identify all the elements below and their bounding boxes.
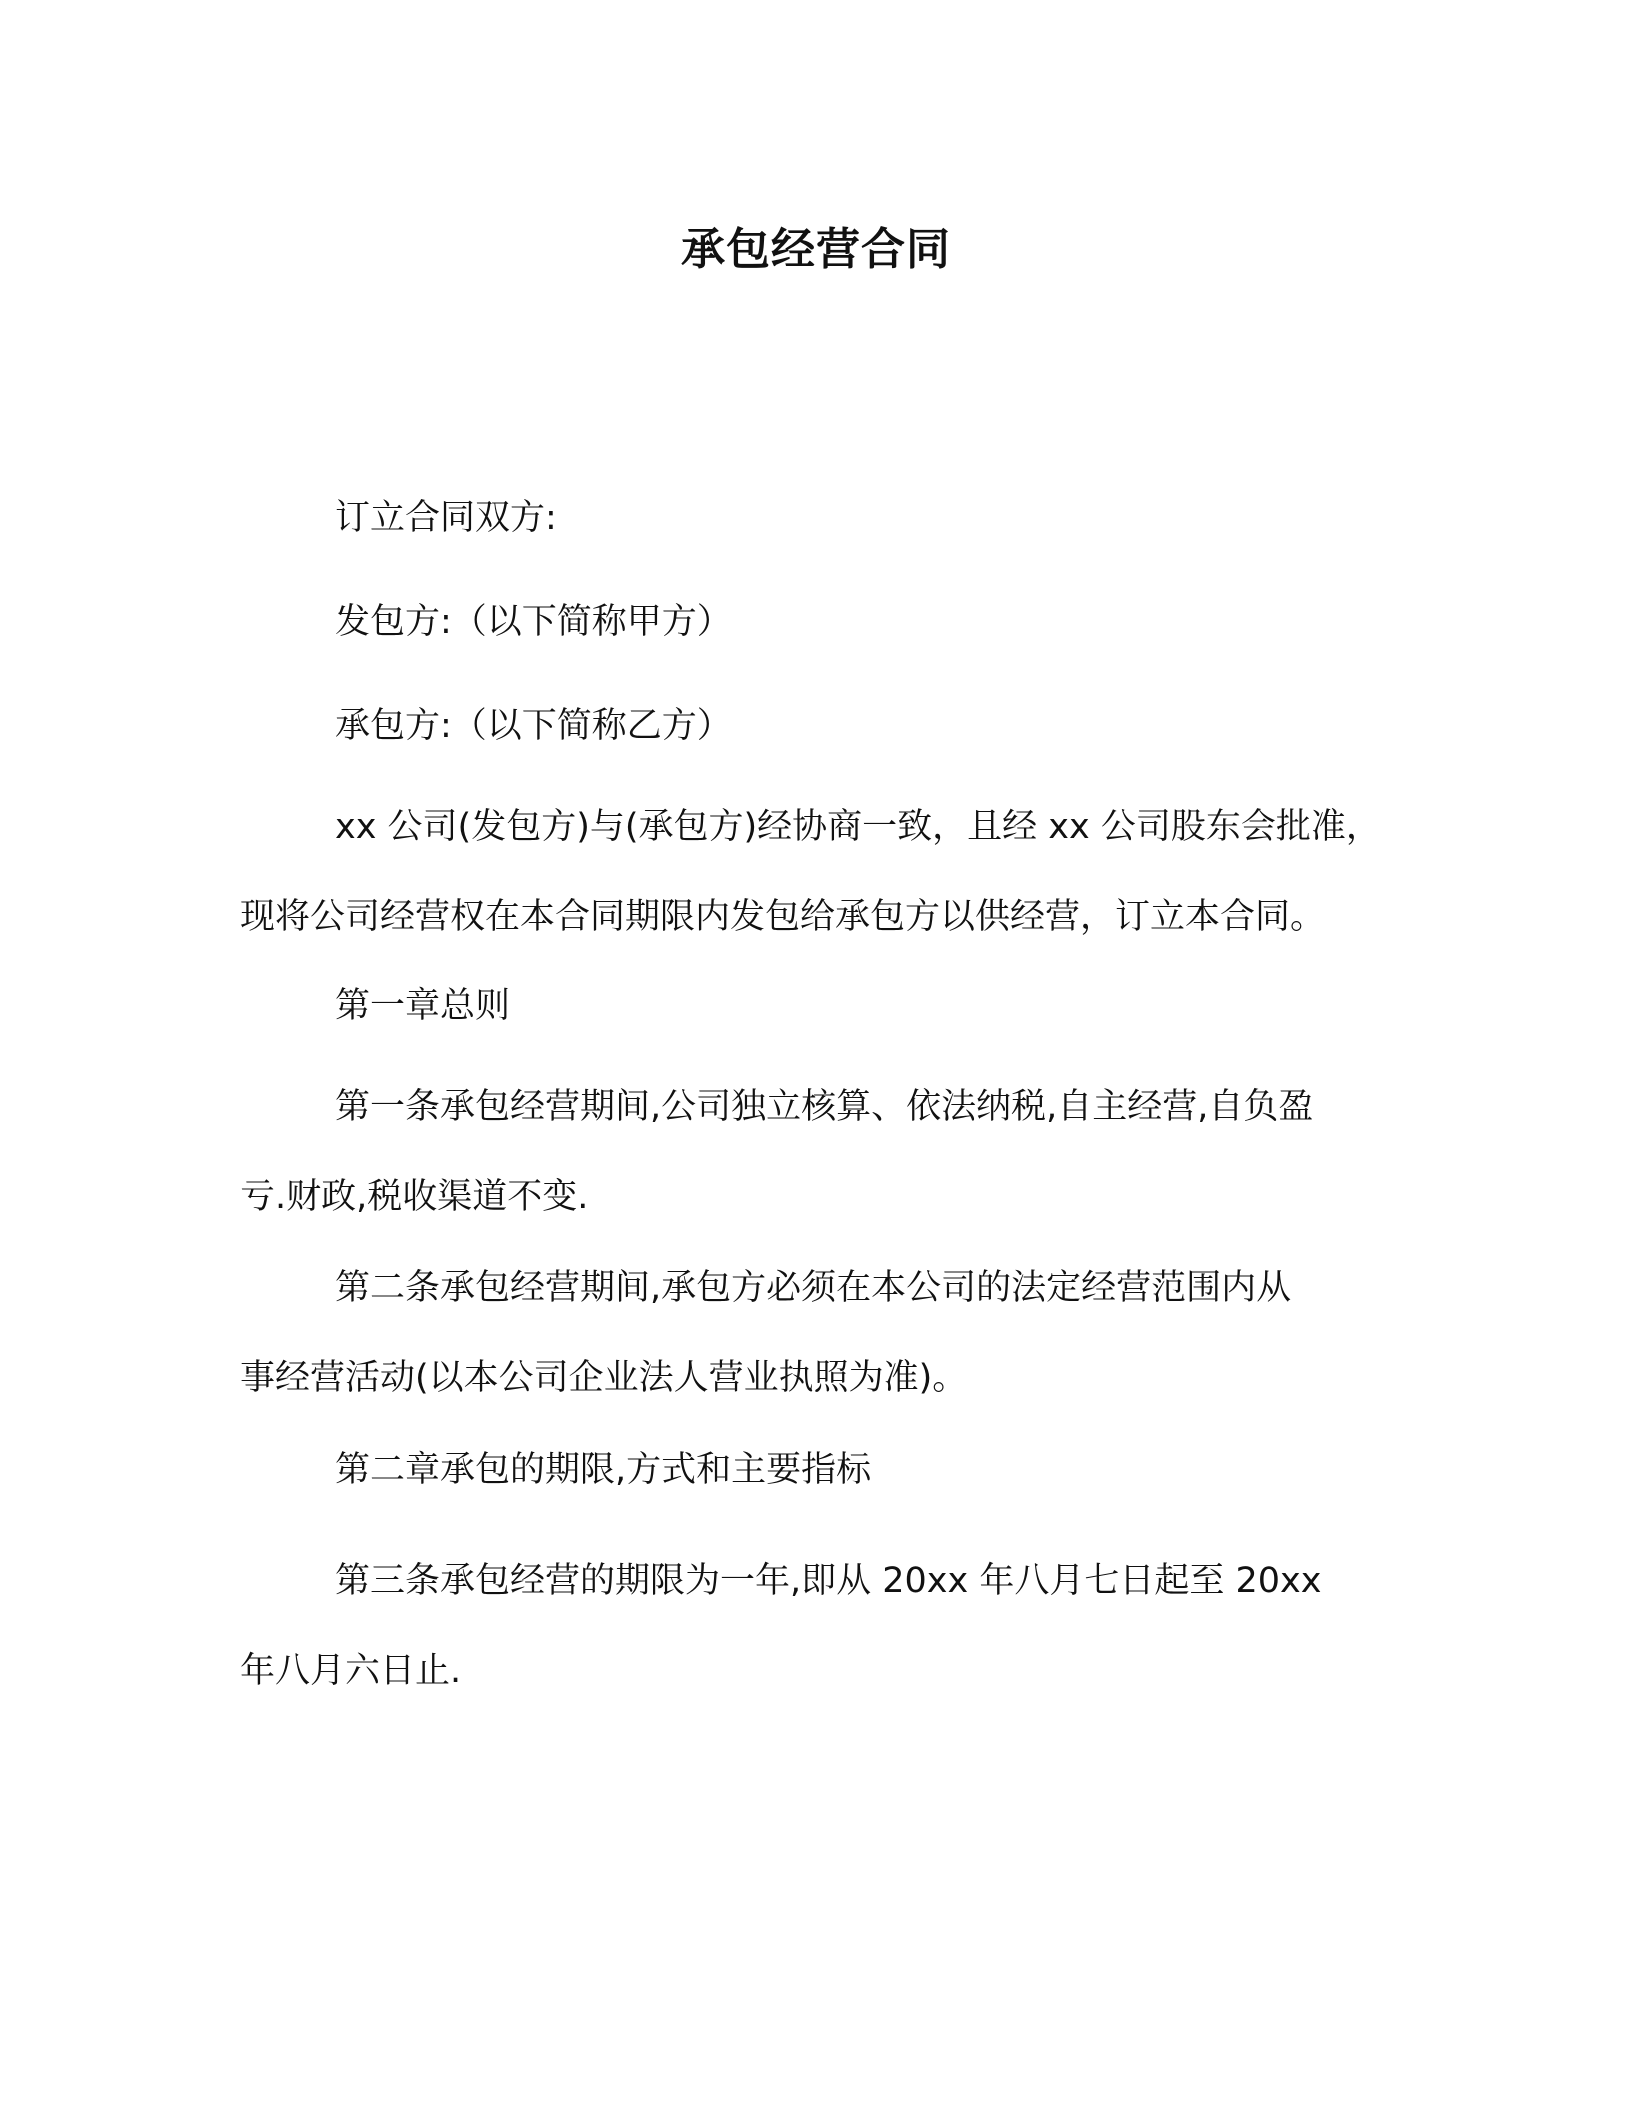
parties-heading: 订立合同双方: <box>335 498 557 538</box>
article-1-paragraph <box>240 1062 1420 1242</box>
chapter-1-heading: 第一章总则 <box>335 986 511 1026</box>
party-a-line: 发包方:（以下简称甲方） <box>335 602 732 642</box>
article-3-line-2: 年八月六日止. <box>240 1651 462 1691</box>
article-1-line-2: 亏.财政,税收渠道不变. <box>240 1177 589 1217</box>
document-title: 承包经营合同 <box>681 224 951 275</box>
article-2-line-2: 事经营活动(以本公司企业法人营业执照为准)。 <box>240 1358 968 1398</box>
article-3-line-1: 第三条承包经营的期限为一年,即从 20xx 年八月七日起至 20xx <box>335 1561 1322 1601</box>
article-2-paragraph <box>240 1243 1420 1423</box>
intro-paragraph <box>240 782 1420 962</box>
intro-line-1: xx 公司(发包方)与(承包方)经协商一致，且经 xx 公司股东会批准， <box>335 807 1381 847</box>
article-3-paragraph <box>240 1536 1420 1716</box>
intro-line-2: 现将公司经营权在本合同期限内发包给承包方以供经营，订立本合同。 <box>240 897 1326 937</box>
chapter-2-heading: 第二章承包的期限,方式和主要指标 <box>335 1450 872 1490</box>
party-b-line: 承包方:（以下简称乙方） <box>335 706 732 746</box>
article-1-line-1: 第一条承包经营期间,公司独立核算、依法纳税,自主经营,自负盈 <box>335 1087 1314 1127</box>
article-2-line-1: 第二条承包经营期间,承包方必须在本公司的法定经营范围内从 <box>335 1268 1292 1308</box>
